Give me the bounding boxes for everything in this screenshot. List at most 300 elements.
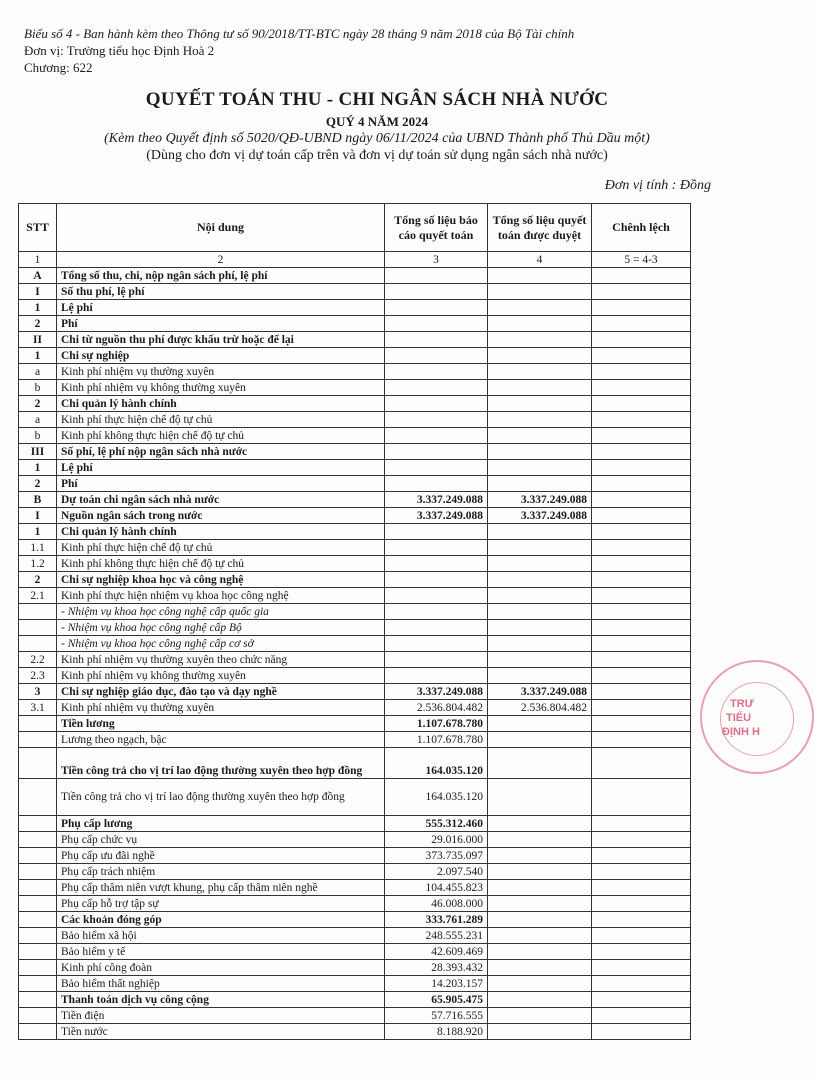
seal-text: TIỂU: [726, 712, 752, 724]
row-diff: [592, 492, 691, 508]
row-diff: [592, 732, 691, 748]
table-row: [19, 524, 691, 540]
table-row: [19, 748, 691, 779]
table-row: [19, 700, 691, 716]
row-diff: [592, 832, 691, 848]
row-reported: [385, 604, 488, 620]
table-row: [19, 880, 691, 896]
row-content: Kinh phí nhiệm vụ không thường xuyên: [57, 668, 385, 684]
row-reported: 555.312.460: [385, 816, 488, 832]
row-reported: [385, 284, 488, 300]
row-approved: 2.536.804.482: [488, 700, 592, 716]
row-diff: [592, 444, 691, 460]
row-approved: [488, 588, 592, 604]
table-row: [19, 928, 691, 944]
row-stt: 1: [19, 300, 57, 316]
row-reported: [385, 588, 488, 604]
table-row: [19, 912, 691, 928]
table-row: [19, 460, 691, 476]
row-diff: [592, 524, 691, 540]
row-stt: [19, 992, 57, 1008]
row-approved: [488, 832, 592, 848]
row-diff: [592, 896, 691, 912]
row-content: Chi sự nghiệp giáo dục, đào tạo và dạy nghề: [57, 684, 385, 700]
row-diff: [592, 316, 691, 332]
row-stt: 2: [19, 476, 57, 492]
table-row: [19, 636, 691, 652]
table-row: [19, 556, 691, 572]
table-row: [19, 864, 691, 880]
row-content: Các khoản đóng góp: [57, 912, 385, 928]
row-diff: [592, 944, 691, 960]
row-stt: b: [19, 380, 57, 396]
row-content: Kinh phí thực hiện chế độ tự chủ: [57, 540, 385, 556]
row-content: Tiền lương: [57, 716, 385, 732]
col-header-approved: Tổng số liệu quyết toán được duyệt: [488, 204, 592, 252]
row-reported: 2.097.540: [385, 864, 488, 880]
row-content: Kinh phí nhiệm vụ thường xuyên: [57, 364, 385, 380]
row-content: Kinh phí thực hiện chế độ tự chủ: [57, 412, 385, 428]
row-diff: [592, 716, 691, 732]
row-reported: 164.035.120: [385, 779, 488, 816]
row-stt: [19, 1008, 57, 1024]
row-diff: [592, 604, 691, 620]
row-content: Số phí, lệ phí nộp ngân sách nhà nước: [57, 444, 385, 460]
row-reported: [385, 396, 488, 412]
row-reported: 8.188.920: [385, 1024, 488, 1040]
row-approved: [488, 300, 592, 316]
row-stt: [19, 944, 57, 960]
row-diff: [592, 588, 691, 604]
row-reported: 248.555.231: [385, 928, 488, 944]
row-approved: [488, 572, 592, 588]
table-row: [19, 316, 691, 332]
row-stt: 3.1: [19, 700, 57, 716]
table-row: [19, 684, 691, 700]
row-reported: 14.203.157: [385, 976, 488, 992]
row-reported: 373.735.097: [385, 848, 488, 864]
index-cell: 3: [385, 252, 488, 268]
table-row: [19, 572, 691, 588]
table-row: [19, 508, 691, 524]
row-stt: [19, 880, 57, 896]
row-reported: [385, 316, 488, 332]
row-content: Lệ phí: [57, 460, 385, 476]
row-approved: [488, 1024, 592, 1040]
table-row: [19, 732, 691, 748]
index-cell: 1: [19, 252, 57, 268]
table-row: [19, 284, 691, 300]
row-diff: [592, 572, 691, 588]
row-content: Nguồn ngân sách trong nước: [57, 508, 385, 524]
table-body: [19, 268, 691, 1040]
table-row: [19, 992, 691, 1008]
row-content: Tiền điện: [57, 1008, 385, 1024]
row-stt: 1: [19, 460, 57, 476]
table-row: [19, 332, 691, 348]
row-approved: [488, 1008, 592, 1024]
row-approved: 3.337.249.088: [488, 492, 592, 508]
chapter-code: Chương: 622: [24, 60, 93, 75]
table-row: [19, 300, 691, 316]
row-content: Kinh phí không thực hiện chế độ tự chủ: [57, 428, 385, 444]
row-reported: [385, 636, 488, 652]
row-content: - Nhiệm vụ khoa học công nghệ cấp cơ sở: [57, 636, 385, 652]
row-content: Chi từ nguồn thu phí được khấu trừ hoặc để lại: [57, 332, 385, 348]
row-stt: I: [19, 284, 57, 300]
row-content: Phụ cấp ưu đãi nghề: [57, 848, 385, 864]
row-diff: [592, 816, 691, 832]
row-stt: 2.1: [19, 588, 57, 604]
row-content: Phụ cấp lương: [57, 816, 385, 832]
row-diff: [592, 348, 691, 364]
row-approved: [488, 716, 592, 732]
row-reported: [385, 300, 488, 316]
row-content: Lương theo ngạch, bậc: [57, 732, 385, 748]
row-content: Bảo hiểm y tế: [57, 944, 385, 960]
row-content: Kinh phí nhiệm vụ thường xuyên: [57, 700, 385, 716]
row-stt: I: [19, 508, 57, 524]
row-stt: II: [19, 332, 57, 348]
school-seal: [700, 660, 814, 774]
row-content: Tiền công trả cho vị trí lao động thường xuyên theo hợp đồng: [57, 779, 385, 816]
row-content: Phí: [57, 316, 385, 332]
col-header-diff: Chênh lệch: [592, 204, 691, 252]
row-diff: [592, 928, 691, 944]
row-diff: [592, 476, 691, 492]
col-header-content: Nội dung: [57, 204, 385, 252]
row-stt: 1: [19, 348, 57, 364]
table-row: [19, 348, 691, 364]
row-content: Chi quản lý hành chính: [57, 524, 385, 540]
row-diff: [592, 460, 691, 476]
row-approved: [488, 928, 592, 944]
index-cell: 2: [57, 252, 385, 268]
row-diff: [592, 1008, 691, 1024]
row-approved: 3.337.249.088: [488, 684, 592, 700]
row-reported: 29.016.000: [385, 832, 488, 848]
row-reported: 3.337.249.088: [385, 492, 488, 508]
row-diff: [592, 652, 691, 668]
row-diff: [592, 880, 691, 896]
table-row: [19, 1024, 691, 1040]
row-stt: [19, 864, 57, 880]
row-diff: [592, 992, 691, 1008]
row-stt: [19, 604, 57, 620]
row-stt: a: [19, 364, 57, 380]
table-row: [19, 444, 691, 460]
row-stt: [19, 960, 57, 976]
row-approved: [488, 944, 592, 960]
row-reported: 164.035.120: [385, 748, 488, 779]
table-row: [19, 816, 691, 832]
row-stt: b: [19, 428, 57, 444]
row-stt: [19, 848, 57, 864]
col-header-stt: STT: [19, 204, 57, 252]
row-stt: [19, 779, 57, 816]
table-row: [19, 476, 691, 492]
row-approved: [488, 540, 592, 556]
table-row: [19, 412, 691, 428]
row-reported: [385, 364, 488, 380]
row-approved: [488, 364, 592, 380]
row-approved: [488, 848, 592, 864]
row-approved: [488, 524, 592, 540]
row-diff: [592, 380, 691, 396]
row-content: Tiền nước: [57, 1024, 385, 1040]
row-reported: 46.008.000: [385, 896, 488, 912]
table-row: [19, 428, 691, 444]
row-stt: 1: [19, 524, 57, 540]
form-note: Biểu số 4 - Ban hành kèm theo Thông tư số 90/2018/TT-BTC ngày 28 tháng 9 năm 2018 của Bộ Tài chính: [24, 26, 575, 41]
row-approved: [488, 880, 592, 896]
row-approved: [488, 748, 592, 779]
row-stt: 2.2: [19, 652, 57, 668]
row-reported: [385, 332, 488, 348]
table-row: [19, 896, 691, 912]
row-diff: [592, 976, 691, 992]
row-diff: [592, 508, 691, 524]
row-stt: 2: [19, 396, 57, 412]
row-approved: [488, 668, 592, 684]
row-reported: 65.905.475: [385, 992, 488, 1008]
row-diff: [592, 848, 691, 864]
table-row: [19, 668, 691, 684]
row-approved: [488, 652, 592, 668]
row-stt: B: [19, 492, 57, 508]
table-row: [19, 848, 691, 864]
row-stt: [19, 1024, 57, 1040]
row-approved: [488, 460, 592, 476]
row-stt: 2.3: [19, 668, 57, 684]
row-reported: [385, 412, 488, 428]
col-header-reported: Tổng số liệu báo cáo quyết toán: [385, 204, 488, 252]
row-reported: [385, 668, 488, 684]
table-row: [19, 976, 691, 992]
row-stt: 2: [19, 316, 57, 332]
row-diff: [592, 540, 691, 556]
row-stt: [19, 748, 57, 779]
row-stt: [19, 732, 57, 748]
row-approved: [488, 268, 592, 284]
row-content: Chi sự nghiệp khoa học và công nghệ: [57, 572, 385, 588]
row-content: Tiền công trả cho vị trí lao động thường xuyên theo hợp đồng: [57, 748, 385, 779]
row-content: Kinh phí thực hiện nhiệm vụ khoa học công nghệ: [57, 588, 385, 604]
row-stt: 1.2: [19, 556, 57, 572]
row-approved: [488, 816, 592, 832]
table-row: [19, 832, 691, 848]
row-approved: [488, 604, 592, 620]
table-row: [19, 268, 691, 284]
row-diff: [592, 364, 691, 380]
row-diff: [592, 556, 691, 572]
row-approved: [488, 348, 592, 364]
table-row: [19, 620, 691, 636]
row-reported: 28.393.432: [385, 960, 488, 976]
row-reported: 1.107.678.780: [385, 716, 488, 732]
unit-name: Đơn vị: Trường tiểu học Định Hoà 2: [24, 43, 215, 58]
table-row: [19, 540, 691, 556]
index-cell: 4: [488, 252, 592, 268]
row-approved: [488, 896, 592, 912]
row-diff: [592, 428, 691, 444]
row-stt: [19, 816, 57, 832]
row-diff: [592, 684, 691, 700]
row-stt: [19, 716, 57, 732]
table-row: [19, 604, 691, 620]
row-diff: [592, 668, 691, 684]
row-content: Chi quản lý hành chính: [57, 396, 385, 412]
row-diff: [592, 864, 691, 880]
row-reported: [385, 652, 488, 668]
row-stt: 1.1: [19, 540, 57, 556]
table-row: [19, 1008, 691, 1024]
row-content: - Nhiệm vụ khoa học công nghệ cấp quốc gia: [57, 604, 385, 620]
row-reported: [385, 524, 488, 540]
row-stt: [19, 928, 57, 944]
row-diff: [592, 700, 691, 716]
row-stt: [19, 912, 57, 928]
row-diff: [592, 268, 691, 284]
row-reported: [385, 572, 488, 588]
row-reported: [385, 620, 488, 636]
row-diff: [592, 1024, 691, 1040]
row-stt: a: [19, 412, 57, 428]
row-content: Bảo hiểm thất nghiệp: [57, 976, 385, 992]
row-stt: [19, 976, 57, 992]
row-content: Phụ cấp hỗ trợ tập sự: [57, 896, 385, 912]
row-diff: [592, 284, 691, 300]
row-stt: 3: [19, 684, 57, 700]
row-approved: [488, 396, 592, 412]
row-reported: [385, 428, 488, 444]
row-approved: [488, 976, 592, 992]
column-index-row: [19, 252, 691, 268]
row-approved: [488, 316, 592, 332]
row-content: Số thu phí, lệ phí: [57, 284, 385, 300]
row-reported: 3.337.249.088: [385, 684, 488, 700]
row-diff: [592, 912, 691, 928]
row-diff: [592, 636, 691, 652]
row-approved: [488, 428, 592, 444]
row-reported: 3.337.249.088: [385, 508, 488, 524]
row-approved: [488, 284, 592, 300]
row-reported: 1.107.678.780: [385, 732, 488, 748]
row-approved: [488, 412, 592, 428]
row-reported: [385, 268, 488, 284]
row-diff: [592, 960, 691, 976]
row-approved: [488, 992, 592, 1008]
row-content: Kinh phí công đoàn: [57, 960, 385, 976]
row-stt: [19, 832, 57, 848]
row-content: Phụ cấp thâm niên vượt khung, phụ cấp thâm niên nghề: [57, 880, 385, 896]
row-content: Phí: [57, 476, 385, 492]
row-content: Kinh phí không thực hiện chế độ tự chủ: [57, 556, 385, 572]
row-approved: [488, 864, 592, 880]
row-diff: [592, 748, 691, 779]
row-approved: [488, 779, 592, 816]
row-reported: [385, 444, 488, 460]
row-diff: [592, 332, 691, 348]
table-row: [19, 716, 691, 732]
seal-text: TRƯ: [730, 698, 754, 710]
row-reported: [385, 348, 488, 364]
row-stt: [19, 636, 57, 652]
table-row: [19, 396, 691, 412]
table-row: [19, 492, 691, 508]
currency-unit: Đơn vị tính : Đồng: [604, 178, 711, 193]
row-stt: [19, 896, 57, 912]
row-content: - Nhiệm vụ khoa học công nghệ cấp Bộ: [57, 620, 385, 636]
index-cell: 5 = 4-3: [592, 252, 691, 268]
row-reported: [385, 540, 488, 556]
row-reported: 57.716.555: [385, 1008, 488, 1024]
attachment-note: (Kèm theo Quyết định số 5020/QĐ-UBND ngày 06/11/2024 của UBND Thành phố Thủ Dầu một): [104, 131, 650, 146]
row-approved: [488, 476, 592, 492]
usage-note: (Dùng cho đơn vị dự toán cấp trên và đơn vị dự toán sử dụng ngân sách nhà nước): [146, 148, 608, 163]
row-stt: A: [19, 268, 57, 284]
row-content: Tổng số thu, chi, nộp ngân sách phí, lệ phí: [57, 268, 385, 284]
table-row: [19, 944, 691, 960]
row-approved: [488, 912, 592, 928]
table-row: [19, 588, 691, 604]
row-approved: [488, 556, 592, 572]
table-row: [19, 380, 691, 396]
settlement-table: [18, 203, 691, 1040]
row-diff: [592, 412, 691, 428]
table-header-row: [19, 204, 691, 252]
row-stt: III: [19, 444, 57, 460]
row-approved: 3.337.249.088: [488, 508, 592, 524]
row-approved: [488, 332, 592, 348]
table-row: [19, 779, 691, 816]
row-content: Kinh phí nhiệm vụ thường xuyên theo chức năng: [57, 652, 385, 668]
row-approved: [488, 732, 592, 748]
row-approved: [488, 380, 592, 396]
row-reported: [385, 380, 488, 396]
row-content: Bảo hiểm xã hội: [57, 928, 385, 944]
row-diff: [592, 620, 691, 636]
row-reported: [385, 460, 488, 476]
row-diff: [592, 300, 691, 316]
quarter-label: QUÝ 4 NĂM 2024: [325, 114, 429, 129]
row-approved: [488, 620, 592, 636]
row-reported: 104.455.823: [385, 880, 488, 896]
row-reported: 42.609.469: [385, 944, 488, 960]
row-content: Kinh phí nhiệm vụ không thường xuyên: [57, 380, 385, 396]
row-approved: [488, 444, 592, 460]
row-reported: 333.761.289: [385, 912, 488, 928]
row-diff: [592, 396, 691, 412]
row-reported: 2.536.804.482: [385, 700, 488, 716]
row-reported: [385, 556, 488, 572]
row-content: Thanh toán dịch vụ công cộng: [57, 992, 385, 1008]
row-content: Chi sự nghiệp: [57, 348, 385, 364]
row-content: Phụ cấp chức vụ: [57, 832, 385, 848]
seal-text: ĐỊNH H: [722, 726, 760, 738]
document-title: QUYẾT TOÁN THU - CHI NGÂN SÁCH NHÀ NƯỚC: [145, 89, 609, 110]
row-approved: [488, 960, 592, 976]
row-stt: [19, 620, 57, 636]
row-content: Dự toán chi ngân sách nhà nước: [57, 492, 385, 508]
row-reported: [385, 476, 488, 492]
row-approved: [488, 636, 592, 652]
row-content: Lệ phí: [57, 300, 385, 316]
table-row: [19, 652, 691, 668]
table-row: [19, 960, 691, 976]
table-row: [19, 364, 691, 380]
row-diff: [592, 779, 691, 816]
